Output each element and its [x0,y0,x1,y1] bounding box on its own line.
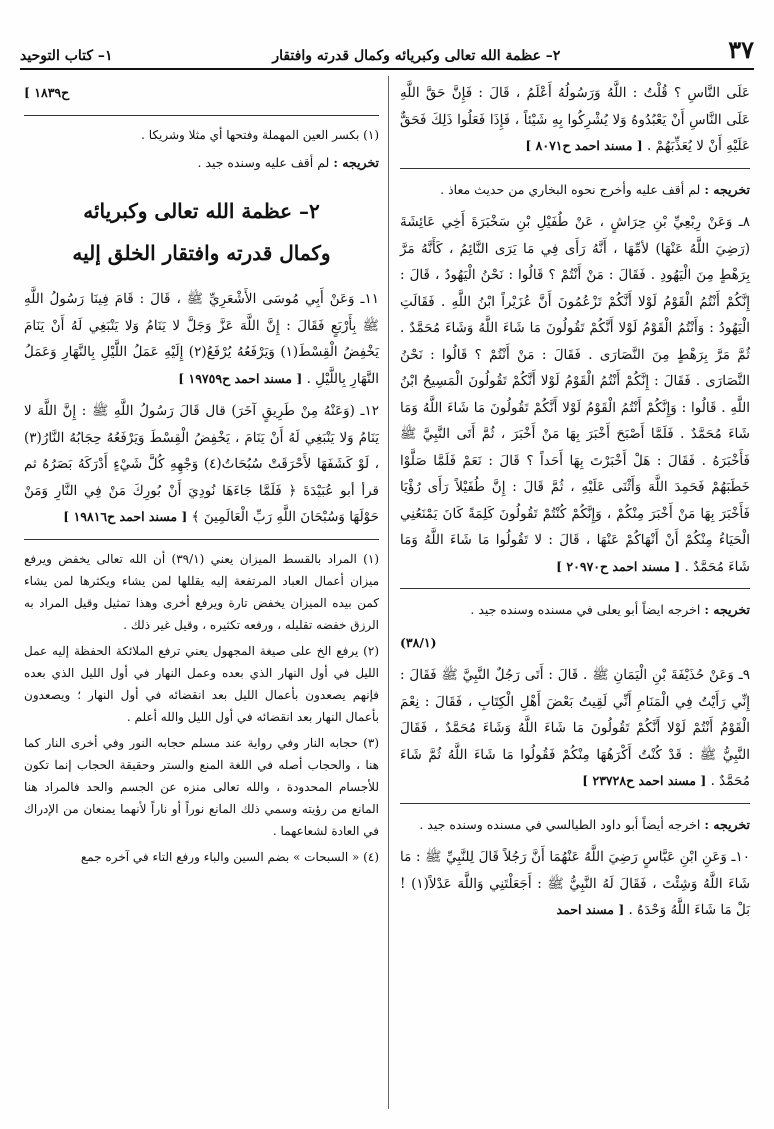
chapter-title-line-1: ٢– عظمة الله تعالى وكبريائه [83,199,320,223]
hadith-text: ٨ـ وَعَنْ رِبْعِيِّ بْنِ حِرَاشٍ ، عَنْ طُفَيْلِ بْنِ سَخْبَرَةَ أَخِي عَائِشَةَ (رَضِيَ اللَّهُ عَنْهَا) لأمِّهَا ، أَنَّهُ رَأَى فِي مَا يَرَى النَّائِمُ ، كَأَنَّهُ مَرَّ بِرَهْطٍ مِنَ الْيَهُودِ . فَقَالَ : مَنْ أَنْتُمْ ؟ قَالُوا : نَحْنُ الْيَهُودُ ، قَالَ : إِنَّكُمْ أَنْتُمُ الْقَوْمُ لَوْلا أَنَّكُمْ تَزْعُمُونَ أَنَّ عُزَيْراً ابْنُ اللَّهِ . فَقَالَتِ الْيَهُودُ : وَأَنْتُمُ الْقَوْمُ لَوْلا أَنَّكُمْ تَقُولُونَ مَا شَاءَ اللَّهُ وَشَاءَ مُحَمَّدٌ . ثُمَّ مَرَّ بِرَهْطٍ مِنَ النَّصَارَى . فَقَالَ : مَنْ أَنْتُمْ ؟ قَالُوا : نَحْنُ النَّصَارَى . فَقَالَ : إِنَّكُمْ أَنْتُمُ الْقَوْمُ لَوْلا أَنَّكُمْ تَقُولُونَ الْمَسِيحُ ابْنُ اللَّهِ . قَالُوا : وَإِنَّكُمْ أَنْتُمُ الْقَوْمُ لَوْلا أَنَّكُمْ تَقُولُونَ مَا شَاءَ اللَّهُ وَمَا شَاءَ مُحَمَّدٌ . فَلَمَّا أَصْبَحَ أَخْبَرَ بِهَا مَنْ أَخْبَرَ ، ثُمَّ أَتَى النَّبِيَّ ﷺ فَأَخْبَرَهُ . فَقَالَ : هَلْ أَخْبَرْتَ بِهَا أَحَداً ؟ قَالَ : نَعَمْ فَلَمَّا صَلَّوْا خَطَبَهُمْ فَحَمِدَ اللَّهَ وَأَثْنَى عَلَيْهِ ، ثُمَّ قَالَ : إِنَّ طُفَيْلاً رَأَى رُؤْيَا فَأَخْبَرَ بِهَا مَنْ أَخْبَرَ مِنْكُمْ ، وَإِنَّكُمْ كُنْتُمْ تَقُولُونَ كَلِمَةً كَانَ يَمْنَعُنِي الْحَيَاءُ مِنْكُمْ أَنْ أَنْهَاكُمْ عَنْهَا ، قَالَ : لا تَقُولُوا مَا شَاءَ اللَّهُ وَمَا شَاءَ مُحَمَّدٌ . [400,214,750,575]
separator [24,115,379,116]
hadith-8 [400,209,750,580]
hadith-reference: [ مسند احمد ح٨٠٧١ ] [525,138,643,153]
takhrij-text: اخرجه ايضاً أبو يعلى في مسنده وسنده جيد . [470,602,701,617]
page-header [20,35,754,70]
footnote-4: (٤) « السبحات » بضم السين والباء ورفع التاء في آخره جمع [80,849,379,864]
hadith-reference: [ مسند احمد ح٢٠٩٧٠ ] [556,558,681,574]
column-divider [388,76,389,1109]
takhrij-text: لم أقف عليه وأخرج نحوه البخاري من حديث معاذ . [440,181,701,197]
hadith-reference: [ مسند احمد ح٢٣٧٢٨ ] [582,773,707,788]
takhrij-label: تخريجه : [704,602,750,617]
volume-page-ref: (٣٨/١) [400,634,437,650]
book-title: ١– كتاب التوحيد [20,48,113,64]
hadith-reference: ح١٨٣٩ ] [24,85,70,100]
hadith-text: ١١ـ وَعَنْ أَبِي مُوسَى الأَشْعَرِيِّ ﷺ ، قَالَ : قَامَ فِينَا رَسُولُ اللَّهِ ﷺ بِأَرْبَعٍ فَقَالَ : إِنَّ اللَّهَ عَزَّ وَجَلَّ لا يَنَامُ وَلا يَنْبَغِي لَهُ أَنْ يَنَامَ يَخْفِضُ الْقِسْطَ(١) وَيَرْفَعُهُ يُرْفَعُ(٢) إِلَيْهِ عَمَلُ اللَّيْلِ بِالنَّهَارِ وَعَمَلُ النَّهَارِ بِاللَّيْلِ . [24,291,379,387]
hadith-9 [400,662,750,795]
takhrij-top [24,150,379,177]
footnote-2: (٢) يرفع الخ على صيغة المجهول يعني ترفع الملائكة الحفظة إليه عمل الليل في أول النهار الذي بعده وعمل النهار في أول الليل الذي بعده فإنهم يصعدون بأعمال الليل بعد انقضائه في أول النهار ؛ ويصعدون بأعمال النهار بعد انقضائه في أول الليل والله أعلم . [24,643,379,724]
chapter-title-line-2: وكمال قدرته وافتقار الخلق إليه [72,241,331,265]
hadith-7-end [400,80,750,160]
hadith-text: ١٢ـ (وَعَنْهُ مِنْ طَرِيقٍ آخَرَ) قال قَالَ رَسُولُ اللَّهِ ﷺ : إِنَّ اللَّهَ لا يَنَامُ وَلا يَنْبَغِي لَهُ أَنْ يَنَامَ ، يَخْفِضُ الْقِسْطَ وَيَرْفَعُهُ حِجَابُهُ النَّارُ(٣) ، لَوْ كَشَفَهَا لأَحْرَقَتْ سُبُحَاتُ(٤) وَجْهِهِ كُلَّ شَيْءٍ أَدْرَكَهُ بَصَرُهُ ثم قرأ أبو عُبَيْدَةَ ﴿ فَلَمَّا جَاءَهَا نُودِيَ أَنْ بُورِكَ مَنْ فِي النَّارِ وَمَنْ حَوْلَهَا وَسُبْحَانَ اللَّهِ رَبِّ الْعَالَمِينَ ﴾ [24,403,380,525]
footnote-1: (١) المراد بالقسط الميزان يعني (٣٩/١) أن الله تعالى يخفض ويرفع ميزان أعمال العباد المرتفعة إليه يقللها لمن يشاء ويكثرها لمن يشاء كمن بيده الميزان يخفض تارة ويرفع أخرى وهذا تمثيل وقيل المراد به الرزق خفضه تقليله ، ورفعه تكثيره ، وقيل غير ذلك . [24,551,379,632]
hadith-10 [400,844,750,924]
chapter-title [24,190,379,274]
footnote-1-top: (١) بكسر العين المهملة وفتحها أي مثلا وشريكا . [141,127,379,142]
separator [400,588,750,589]
takhrij-text: اخرجه أيضاً أبو داود الطيالسي في مسنده وسنده جيد . [419,816,701,832]
separator [24,539,379,540]
takhrij-8 [400,597,750,624]
hadith-reference: [ مسند احمد [556,902,625,917]
separator [400,803,750,804]
takhrij-label: تخريجه : [333,154,379,170]
page-number: ٣٧ [728,35,754,64]
footnote-3: (٣) حجابه النار وفي رواية عند مسلم حجابه النور وفي أخرى النار كما هنا ، والحجاب أصله في اللغة المنع والستر وحقيقة الحجاب إنما تكون للأجسام المحدودة ، والله تعالى منزه عن الجسم والحد فالمراد هنا المانع من رؤيته وسمي ذلك المانع نوراً أو ناراً لأنهما يمنعان من الإدراك في العادة لشعاعهما . [24,735,379,838]
left-column [24,80,379,1109]
takhrij-label: تخريجه : [704,181,750,197]
hadith-text: ٩ـ وَعَنْ حُذَيْفَةَ بْنِ الْيَمَانِ ﷺ . قَالَ : أَتَى رَجُلٌ النَّبِيَّ ﷺ فَقَالَ : إِنِّي رَأَيْتُ فِي الْمَنَامِ أَنِّي لَقِيتُ بَعْضَ أَهْلِ الْكِتَابِ ، فَقَالَ : نِعْمَ الْقَوْمُ أَنْتُمْ لَوْلا أَنَّكُمْ تَقُولُونَ مَا شَاءَ اللَّهُ وَشَاءَ مُحَمَّدٌ ، فَقَالَ النَّبِيُّ ﷺ : قَدْ كُنْتُ أَكْرَهُهَا مِنْكُمْ فَقُولُوا مَا شَاءَ اللَّهُ ثُمَّ شَاءَ مُحَمَّدٌ . [400,667,750,789]
hadith-text: ١٠ـ وَعَنِ ابْنِ عَبَّاسٍ رَضِيَ اللَّهُ عَنْهُمَا أَنَّ رَجُلاً قَالَ لِلنَّبِيِّ ﷺ : مَا شَاءَ اللَّهُ وَشِئْتَ ، فَقَالَ لَهُ النَّبِيُّ ﷺ : أَجَعَلْتَنِي وَاللَّهَ عَدْلاً(١) ! بَلْ مَا شَاءَ اللَّهُ وَحْدَهُ . [400,849,751,918]
takhrij-label: تخريجه : [704,816,750,832]
hadith-reference: [ مسند احمد ح١٩٨١٦ ] [63,509,188,524]
hadith-reference: [ مسند احمد ح١٩٧٥٩ ] [178,370,303,386]
separator [400,168,750,169]
running-title: ٢– عظمة الله تعالى وكبريائه وكمال قدرته وافتقار [272,48,561,64]
hadith-text: عَلَى النَّاسِ ؟ قُلْتُ : اللَّهُ وَرَسُولُهُ أَعْلَمُ ، قَالَ : فَإِنَّ حَقَّ اللَّهِ عَلَى النَّاسِ أَنْ يَعْبُدُوهُ وَلا يُشْرِكُوا بِهِ شَيْئاً ، فَإِذَا فَعَلُوا ذَلِكَ فَحَقٌّ عَلَيْهِ أَنْ لا يُعَذِّبَهُمْ . [400,85,750,154]
hadith-12 [24,398,379,531]
hadith-11 [24,286,379,392]
takhrij-7 [400,177,750,204]
takhrij-text: لم أقف عليه وسنده جيد . [197,154,330,170]
right-column [400,80,750,1109]
takhrij-9 [400,812,750,839]
